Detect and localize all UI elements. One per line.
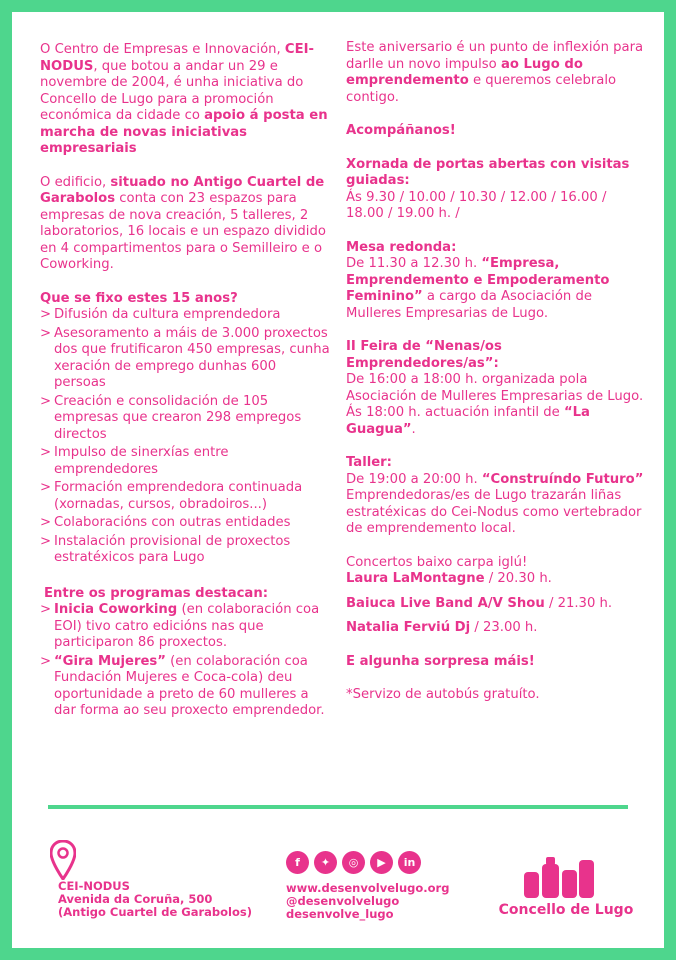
list-item: > “Gira Mujeres” (en colaboración coa Fundación Mujeres e Coca-cola) deu oportunidade a preto de 60 mulleres a dar forma ao seu proxecto emprendedor. [40,654,332,720]
programs-heading: Entre os programas destacan: [44,585,268,601]
surprise-text: E algunha sorpresa máis! [346,653,535,669]
right-column [346,40,646,704]
workshop-heading: Taller: [346,455,392,470]
footer-divider [48,805,628,809]
fair-text: De 16:00 a 18:00 h. organizada pola Asociación de Mulleres Empresarias de Lugo. [346,372,644,404]
open-day-heading: Xornada de portas abertas con visitas guiadas: [346,156,630,188]
youtube-icon[interactable]: ▶ [370,851,393,874]
list-item: > Formación emprendedora continuada (xornadas, cursos, obradoiros...) [40,480,332,513]
concert-item: Baiuca Live Band A/V Shou / 21.30 h. [346,595,613,611]
list-item: > Impulso de sinerxías entre emprendedores [40,445,332,478]
list-item: > Difusión da cultura emprendedora [40,307,332,324]
workshop-text: De 19:00 a 20:00 h. “Construíndo Futuro” Emprendedoras/es de Lugo trazarán liñas estratéxicas do Cei-Nodus como vertebrador de emprendemento local. [346,471,644,536]
flyer-page [12,12,664,948]
open-day-times: Ás 9.30 / 10.00 / 10.30 / 12.00 / 16.00 / 18.00 / 19.00 h. / [346,189,607,221]
list-item: > Asesoramento a máis de 3.000 proxectos dos que frutificaron 450 empresas, cunha xeración de emprego dunhas 600 persoas [40,326,332,392]
intro-paragraph: O Centro de Empresas e Innovación, CEI-NODUS, que botou a andar un 29 e novembre de 2004, é unha iniciativa do Concello de Lugo para a promoción económica da cidade co apoio á posta en marcha de novas iniciativas empresariais [40,42,328,156]
twitter-icon[interactable]: ✦ [314,851,337,874]
linkedin-icon[interactable]: in [398,851,421,874]
twitter-handle[interactable]: @desenvolvelugo [286,894,400,908]
concerts-intro: Concertos baixo carpa iglú! [346,554,528,570]
concert-item: Laura LaMontagne / 20.30 h. [346,571,552,586]
instagram-handle[interactable]: desenvolve_lugo [286,907,394,921]
fair-heading: II Feira de “Nenas/os Emprendedores/as”: [346,339,502,371]
join-heading: Acompáñanos! [346,123,456,138]
bus-note: *Servizo de autobús gratuíto. [346,687,540,702]
round-table-text: De 11.30 a 12.30 h. “Empresa, Emprendemento e Empoderamento Feminino” a cargo da Asociación de Mulleres Empresarias de Lugo. [346,256,610,321]
list-item: > Colaboracións con outras entidades [40,515,332,532]
anniversary-paragraph: Este aniversario é un punto de inflexión para darlle un novo impulso ao Lugo do emprendemento e queremos celebralo contigo. [346,40,644,105]
programs-list [40,602,332,720]
instagram-icon[interactable]: ◎ [342,851,365,874]
concello-logo-text: Concello de Lugo [498,902,634,918]
building-paragraph: O edificio, situado no Antigo Cuartel de Garabolos conta con 23 espazos para empresas de nova creación, 5 talleres, 2 laboratorios, 16 locais e un espazo dividido en 4 compartimentos para o Semilleiro e o Coworking. [40,174,326,272]
concert-item: Natalia Ferviú Dj / 23.00 h. [346,620,538,635]
list-item: > Instalación provisional de proxectos estratéxicos para Lugo [40,534,332,567]
list-item: > Inicia Coworking (en colaboración coa EOI) tivo catro edicións nas que participaron 86 proxectos. [40,602,332,652]
round-table-heading: Mesa redonda: [346,239,457,255]
fair-kids-show: Ás 18:00 h. actuación infantil de “La Guagua”. [346,405,590,437]
list-item: > Creación e consolidación de 105 empresas que crearon 298 empregos directos [40,394,332,444]
achievements-list [40,307,332,567]
left-column [40,42,332,722]
footer-address: CEI-NODUS Avenida da Coruña, 500 (Antigo Cuartel de Garabolos) [58,879,252,919]
facebook-icon[interactable]: f [286,851,309,874]
footer-web [286,882,486,921]
social-icons [286,851,421,873]
achievements-heading: Que se fixo estes 15 anos? [40,290,238,306]
location-pin-icon [50,840,76,880]
website-link[interactable]: www.desenvolvelugo.org [286,881,450,895]
concello-logo-icon [524,854,594,902]
